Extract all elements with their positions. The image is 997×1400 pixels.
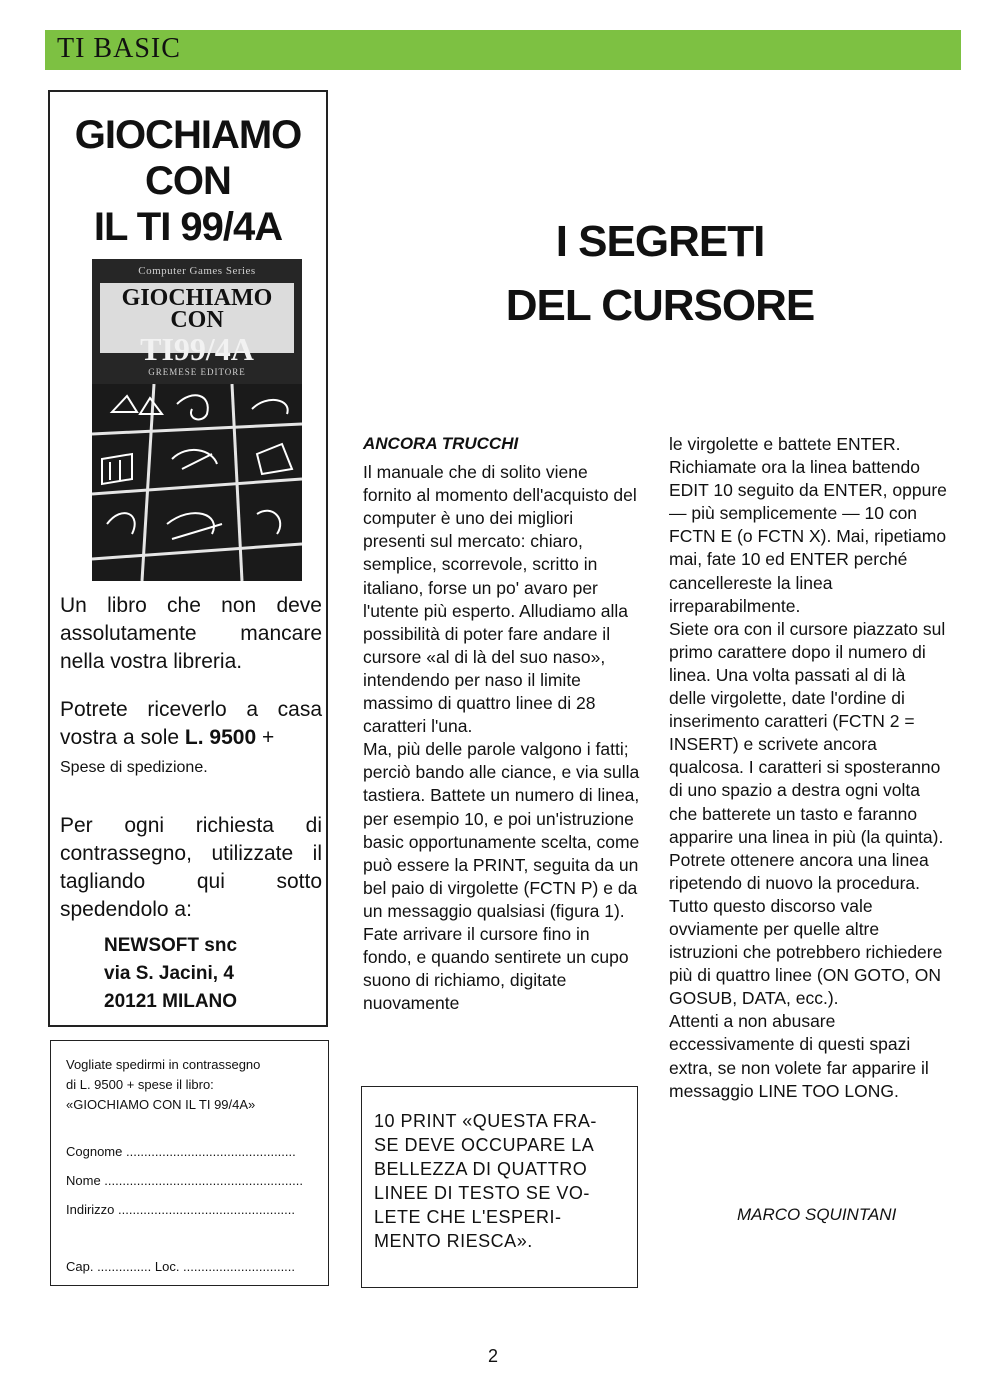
article-paragraph: le virgolette e battete ENTER. Richiamate ora la linea battendo EDIT 10 seguito da ENTER, oppure — più semplicemente — 10 con FCTN E (o FCTN X). Mai, ripetiamo mai, fate 10 ed ENTER perché cancellereste la linea irreparabilmente.	[669, 434, 947, 616]
advert-price-paragraph	[60, 696, 322, 782]
code-listing	[374, 1109, 630, 1253]
code-line: 10 PRINT «QUESTA FRA-	[374, 1111, 597, 1131]
book-cover-image	[92, 259, 302, 581]
price-lead-text: Potrete riceverlo a casa vostra a sole	[60, 698, 322, 749]
price-plus: +	[256, 726, 275, 749]
figure-1-code-box	[361, 1086, 638, 1288]
book-advert	[48, 90, 328, 1027]
section-header-bar	[45, 30, 961, 70]
address-line: NEWSOFT snc	[104, 935, 238, 956]
code-line: MENTO RIESCA».	[374, 1231, 533, 1251]
coupon-text	[66, 1055, 322, 1115]
code-line: SE DEVE OCCUPARE LA	[374, 1135, 595, 1155]
coupon-text-line: «GIOCHIAMO CON IL TI 99/4A»	[66, 1097, 256, 1112]
surname-field: Cognome ...............................................	[66, 1144, 296, 1159]
name-field: Nome .......................................................	[66, 1173, 303, 1188]
section-label: TI BASIC	[57, 33, 181, 64]
coupon-text-line: di L. 9500 + spese il libro:	[66, 1077, 214, 1092]
book-price: L. 9500	[184, 726, 257, 749]
article-title-line: I SEGRETI	[555, 217, 765, 266]
article-paragraph: Siete ora con il cursore piazzato sul primo carattere dopo il numero di linea. Una volta passati al di là delle virgolette, date l'ordine di inserimento caratteri (FCTN 2 = INSERT) e scrivete ancora qualcosa. I caratteri si sposteranno di uno spazio a destra ogni volta che batterete un tasto e faranno apparire una linea in più (la quinta). Potrete ottenere ancora una linea ripetendo di nuovo la procedura.	[669, 618, 946, 893]
order-coupon	[50, 1040, 329, 1286]
address-line: 20121 MILANO	[104, 991, 238, 1012]
advert-paragraph: Un libro che non deve assolutamente mancare nella vostra libreria.	[60, 594, 322, 673]
author-byline: MARCO SQUINTANI	[737, 1205, 897, 1224]
article-paragraph: Ma, più delle parole valgono i fatti; perciò bando alle ciance, e via sulla tastiera. Battete un numero di linea, per esempio 10, e poi un'istruzione basic opportunamente scelta, come può essere la PRINT, seguita da un bel paio di virgolette (FCTN P) e da un messaggio qualsiasi (figura 1). Fate arrivare il cursore fino in fondo, e quando sentirete un cupo suono di richiamo, digitate nuovamente	[363, 739, 640, 1014]
address-line: via S. Jacini, 4	[104, 963, 234, 984]
article-title-line: DEL CURSORE	[505, 281, 815, 330]
advert-title	[50, 112, 326, 250]
cover-title-line: CON	[170, 307, 224, 333]
cover-publisher: GREMESE EDITORE	[148, 367, 246, 377]
address-field: Indirizzo .................................................	[66, 1202, 295, 1217]
advert-order-paragraph: Per ogni richiesta di contrassegno, utilizzate il tagliando qui sotto spedendolo a:	[60, 814, 322, 921]
article-paragraph: Attenti a non abusare eccessivamente di questi spazi extra, se non volete far apparire il messaggio LINE TOO LONG.	[669, 1011, 929, 1101]
page-number: 2	[488, 1346, 499, 1366]
code-line: LINEE DI TESTO SE VO-	[374, 1183, 590, 1203]
shipping-note: Spese di spedizione.	[60, 759, 208, 776]
article-column-2	[669, 433, 947, 1103]
code-line: LETE CHE L'ESPERI-	[374, 1207, 562, 1227]
coupon-text-line: Vogliate spedirmi in contrassegno	[66, 1057, 261, 1072]
postcode-locality-field: Cap. ............... Loc. ...............................	[66, 1259, 296, 1274]
cover-title	[100, 287, 294, 331]
mailing-address	[104, 932, 237, 1016]
article-paragraph: Il manuale che di solito viene fornito al momento dell'acquisto del computer è uno dei migliori presenti sul mercato: chiaro, semplice, scorrevole, scritto in italiano, forse un po' avaro per l'utente più esperto. Alludiamo alla possibilità di poter fare andare il cursore «al di là del suo naso», intendendo per naso il limite massimo di quattro linee di 28 caratteri l'una.	[363, 462, 637, 737]
cover-title-main: TI99/4A	[140, 331, 254, 367]
section-heading: ANCORA TRUCCHI	[363, 434, 519, 453]
article-column-1	[363, 432, 640, 1015]
article-paragraph: Tutto questo discorso vale ovviamente per quelle altre istruzioni che potrebbero richiedere più di quattro linee (ON GOTO, ON GOSUB, DATA, ecc.).	[669, 895, 943, 1009]
cover-title-line: GIOCHIAMO	[121, 285, 273, 311]
advert-title-line: IL TI 99/4A	[93, 205, 283, 249]
advert-title-line: GIOCHIAMO	[74, 113, 302, 157]
cover-series: Computer Games Series	[138, 265, 256, 277]
advert-title-line: CON	[145, 159, 231, 203]
code-line: BELLEZZA DI QUATTRO	[374, 1159, 588, 1179]
cover-artwork	[92, 384, 302, 581]
article-title	[450, 210, 870, 338]
